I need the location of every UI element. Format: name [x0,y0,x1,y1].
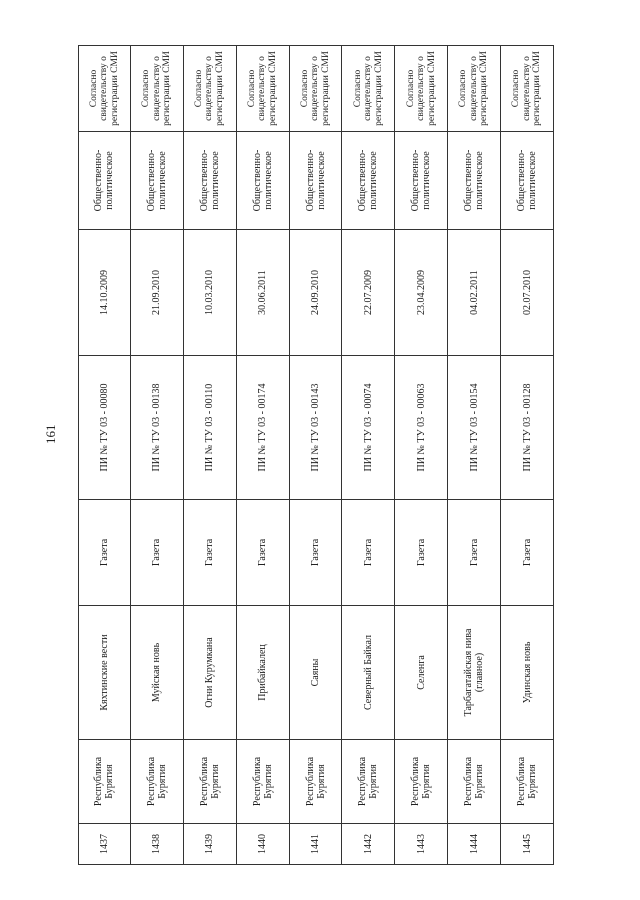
date-cell: 21.09.2010 [131,229,183,355]
date-cell: 23.04.2009 [395,229,447,355]
region-cell: Республика Бурятия [448,739,500,823]
title-cell: Селенга [395,605,447,739]
table-row [78,45,131,865]
note-cell: Согласно свидетельству о регистрации СМИ [79,45,130,131]
note-cell: Согласно свидетельству о регистрации СМИ [131,45,183,131]
row-number: 1439 [184,823,236,865]
note-cell: Согласно свидетельству о регистрации СМИ [184,45,236,131]
row-number: 1444 [448,823,500,865]
registration-number-cell: ПИ № ТУ 03 - 00138 [131,355,183,499]
title-cell: Северный Байкал [342,605,394,739]
table-row [290,45,343,865]
note-cell: Согласно свидетельству о регистрации СМИ [290,45,342,131]
row-number: 1438 [131,823,183,865]
topic-cell: Общественно-политическое [395,131,447,229]
topic-cell: Общественно-политическое [237,131,289,229]
page-number: 161 [43,424,58,444]
table-row [395,45,448,865]
note-cell: Согласно свидетельству о регистрации СМИ [342,45,394,131]
row-number: 1437 [79,823,130,865]
topic-cell: Общественно-политическое [290,131,342,229]
registration-number-cell: ПИ № ТУ 03 - 00143 [290,355,342,499]
date-cell: 30.06.2011 [237,229,289,355]
registration-number-cell: ПИ № ТУ 03 - 00154 [448,355,500,499]
title-cell: Огни Курумкана [184,605,236,739]
registration-number-cell: ПИ № ТУ 03 - 00174 [237,355,289,499]
date-cell: 14.10.2009 [79,229,130,355]
type-cell: Газета [342,499,394,605]
registration-number-cell: ПИ № ТУ 03 - 00074 [342,355,394,499]
title-cell: Саяны [290,605,342,739]
note-cell: Согласно свидетельству о регистрации СМИ [501,45,553,131]
row-number: 1442 [342,823,394,865]
topic-cell: Общественно-политическое [448,131,500,229]
date-cell: 10.03.2010 [184,229,236,355]
type-cell: Газета [448,499,500,605]
row-number: 1443 [395,823,447,865]
table-row [448,45,501,865]
registration-number-cell: ПИ № ТУ 03 - 00080 [79,355,130,499]
table-row [131,45,184,865]
media-registry-table [78,45,554,865]
type-cell: Газета [237,499,289,605]
region-cell: Республика Бурятия [131,739,183,823]
region-cell: Республика Бурятия [237,739,289,823]
title-cell: Тарбагатайская нива (главное) [448,605,500,739]
region-cell: Республика Бурятия [79,739,130,823]
region-cell: Республика Бурятия [395,739,447,823]
title-cell: Прибайкалец [237,605,289,739]
title-cell: Кяхтинские вести [79,605,130,739]
type-cell: Газета [290,499,342,605]
type-cell: Газета [395,499,447,605]
title-cell: Муйская новь [131,605,183,739]
title-cell: Удинская новь [501,605,553,739]
registration-number-cell: ПИ № ТУ 03 - 00063 [395,355,447,499]
row-number: 1441 [290,823,342,865]
date-cell: 24.09.2010 [290,229,342,355]
region-cell: Республика Бурятия [290,739,342,823]
registration-number-cell: ПИ № ТУ 03 - 00110 [184,355,236,499]
row-number: 1440 [237,823,289,865]
note-cell: Согласно свидетельству о регистрации СМИ [448,45,500,131]
topic-cell: Общественно-политическое [501,131,553,229]
registration-number-cell: ПИ № ТУ 03 - 00128 [501,355,553,499]
date-cell: 22.07.2009 [342,229,394,355]
topic-cell: Общественно-политическое [184,131,236,229]
type-cell: Газета [184,499,236,605]
table-row [237,45,290,865]
note-cell: Согласно свидетельству о регистрации СМИ [237,45,289,131]
row-number: 1445 [501,823,553,865]
table-row [184,45,237,865]
table-row [342,45,395,865]
topic-cell: Общественно-политическое [342,131,394,229]
date-cell: 04.02.2011 [448,229,500,355]
region-cell: Республика Бурятия [184,739,236,823]
type-cell: Газета [501,499,553,605]
note-cell: Согласно свидетельству о регистрации СМИ [395,45,447,131]
region-cell: Республика Бурятия [501,739,553,823]
table-row [501,45,554,865]
topic-cell: Общественно-политическое [131,131,183,229]
type-cell: Газета [79,499,130,605]
region-cell: Республика Бурятия [342,739,394,823]
topic-cell: Общественно-политическое [79,131,130,229]
date-cell: 02.07.2010 [501,229,553,355]
type-cell: Газета [131,499,183,605]
